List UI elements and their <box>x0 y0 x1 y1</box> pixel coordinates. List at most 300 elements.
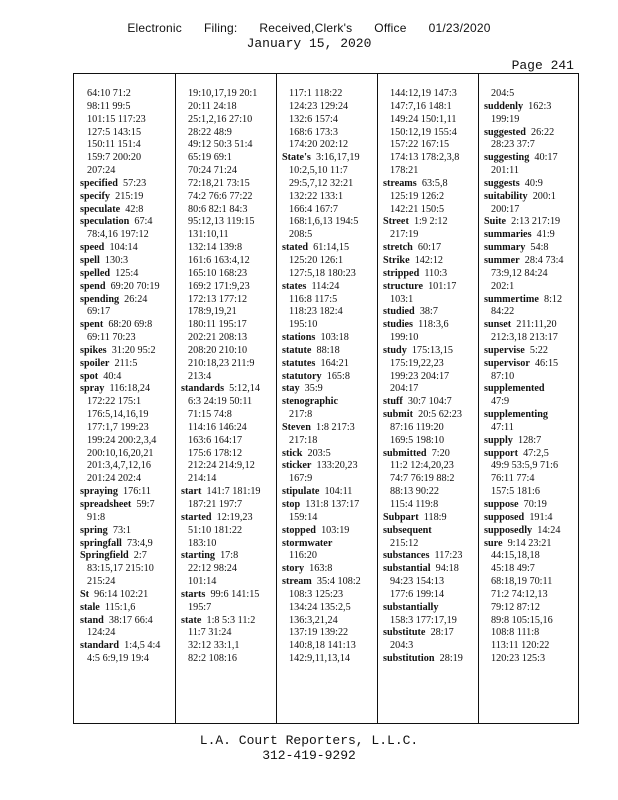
index-entry <box>80 615 172 628</box>
index-entry <box>80 371 172 384</box>
index-entry-continuation <box>484 422 576 435</box>
index-entry <box>80 281 172 294</box>
index-page-line-refs: 175:19,22,23 <box>390 357 444 369</box>
index-entry <box>383 242 475 255</box>
column-divider <box>377 74 378 723</box>
index-page-line-refs: 159:7 200:20 <box>87 152 142 164</box>
index-page-line-refs: 8:12 <box>543 293 563 305</box>
index-page-line-refs: 2:13 217:19 <box>511 216 561 228</box>
index-page-line-refs: 60:17 <box>417 242 442 254</box>
index-page-line-refs: 172:13 177:12 <box>188 293 248 305</box>
index-page-line-refs: 124:24 <box>87 627 116 639</box>
index-entry <box>181 512 273 525</box>
index-entry-continuation <box>181 409 273 422</box>
index-page-line-refs: 82:2 108:16 <box>188 653 237 665</box>
index-page-line-refs: 6:3 24:19 50:11 <box>188 396 253 408</box>
index-page-line-refs: 88:13 90:22 <box>390 486 439 498</box>
index-word: stated <box>282 242 309 254</box>
index-entry-continuation <box>181 229 273 242</box>
index-word: stations <box>282 332 316 344</box>
index-page-line-refs: 5:12,14 <box>229 383 260 395</box>
index-page-line-refs: 177:1,7 199:23 <box>87 421 149 433</box>
index-entry <box>383 448 475 461</box>
index-entry <box>181 383 273 396</box>
index-page-line-refs: 158:3 177:17,19 <box>390 614 457 626</box>
index-page-line-refs: 207:24 <box>87 165 116 177</box>
index-entry <box>383 396 475 409</box>
index-page-line-refs: 78:4,16 197:12 <box>87 229 149 241</box>
index-entry <box>282 242 374 255</box>
index-word: statutes <box>282 357 316 369</box>
index-word: subsequent <box>383 524 432 536</box>
index-entry <box>484 435 576 448</box>
index-page-line-refs: 163:8 <box>309 563 333 575</box>
index-page-line-refs: 94:18 <box>435 563 459 575</box>
index-entry-continuation <box>181 191 273 204</box>
index-entry-continuation <box>181 396 273 409</box>
index-page-line-refs: 41:9 <box>536 229 555 241</box>
index-word: stay <box>282 383 300 395</box>
index-entry-continuation <box>484 627 576 640</box>
index-page-line-refs: 51:10 181:22 <box>188 524 243 536</box>
index-entry-continuation <box>282 653 374 666</box>
index-entry-continuation <box>383 229 475 242</box>
index-entry-continuation <box>383 294 475 307</box>
index-page-line-refs: 29:5,7,12 32:21 <box>289 177 354 189</box>
index-page-line-refs: 74:2 76:6 77:22 <box>188 190 253 202</box>
index-entry-continuation <box>383 165 475 178</box>
index-entry-continuation <box>383 576 475 589</box>
index-word: specify <box>80 190 110 202</box>
index-entry-continuation <box>484 563 576 576</box>
index-page-line-refs: 88:18 <box>316 344 340 356</box>
index-word: stream <box>282 576 312 588</box>
index-page-line-refs: 168:6 173:3 <box>289 126 338 138</box>
index-page-line-refs: 30:7 104:7 <box>407 396 452 408</box>
index-page-line-refs: 35:9 <box>304 383 323 395</box>
index-entry <box>80 538 172 551</box>
index-word: studies <box>383 319 414 331</box>
index-entry <box>383 550 475 563</box>
index-entry <box>484 345 576 358</box>
index-page-line-refs: 118:23 182:4 <box>289 306 343 318</box>
index-word: supposed <box>484 511 525 523</box>
index-word: summaries <box>484 229 532 241</box>
word-index-box <box>73 73 579 724</box>
index-entry-continuation <box>484 396 576 409</box>
index-page-line-refs: 117:23 <box>434 550 463 562</box>
index-word: sticker <box>282 460 312 472</box>
index-page-line-refs: 1:8 217:3 <box>315 421 355 433</box>
index-page-line-refs: 174:13 178:2,3,8 <box>390 152 460 164</box>
index-page-line-refs: 67:4 <box>134 216 153 228</box>
index-page-line-refs: 26:24 <box>124 293 148 305</box>
index-page-line-refs: 99:6 141:15 <box>210 588 260 600</box>
index-entry-continuation <box>80 114 172 127</box>
index-entry-continuation <box>282 615 374 628</box>
index-page-line-refs: 116:8 117:5 <box>289 293 338 305</box>
index-word: stand <box>80 614 104 626</box>
index-entry <box>383 563 475 576</box>
index-entry <box>80 525 172 538</box>
index-entry-continuation <box>383 473 475 486</box>
index-page-line-refs: 47:11 <box>491 421 514 433</box>
index-entry-continuation <box>282 627 374 640</box>
index-word: stormwater <box>282 537 333 549</box>
index-entry-continuation <box>383 460 475 473</box>
index-entry-continuation <box>80 88 172 101</box>
index-page-line-refs: 49:9 53:5,9 71:6 <box>491 460 559 472</box>
index-entry <box>80 216 172 229</box>
index-page-line-refs: 10:2,5,10 11:7 <box>289 165 348 177</box>
index-entry <box>80 268 172 281</box>
index-page-line-refs: 98:11 99:5 <box>87 100 131 112</box>
index-entry <box>80 640 172 653</box>
index-entry-continuation <box>383 615 475 628</box>
index-page-line-refs: 32:12 33:1,1 <box>188 640 240 652</box>
index-page-line-refs: 31:20 95:2 <box>111 344 156 356</box>
index-entry-continuation <box>80 460 172 473</box>
index-page-line-refs: 131:10,11 <box>188 229 229 241</box>
index-page-line-refs: 142:9,11,13,14 <box>289 653 351 665</box>
index-page-line-refs: 183:10 <box>188 537 217 549</box>
index-word: spikes <box>80 344 107 356</box>
index-entry-continuation <box>181 345 273 358</box>
index-page-line-refs: 40:17 <box>534 152 558 164</box>
index-word: statute <box>282 344 312 356</box>
index-page-line-refs: 217:18 <box>289 434 318 446</box>
index-entry-continuation <box>383 88 475 101</box>
index-page-line-refs: 212:24 214:9,12 <box>188 460 255 472</box>
index-entry-continuation <box>484 602 576 615</box>
index-page-line-refs: 103:18 <box>320 332 349 344</box>
index-page-line-refs: 187:21 197:7 <box>188 499 243 510</box>
index-entry <box>282 396 374 409</box>
index-page-line-refs: 3:16,17,19 <box>315 152 360 164</box>
index-entry-continuation <box>383 204 475 217</box>
index-word: suggests <box>484 177 520 189</box>
index-entry-continuation <box>181 448 273 461</box>
index-entry <box>80 589 172 602</box>
index-page-line-refs: 130:3 <box>104 254 129 266</box>
index-page-line-refs: 199:19 <box>491 113 520 125</box>
index-entry <box>282 422 374 435</box>
index-entry-continuation <box>282 139 374 152</box>
index-page-line-refs: 150:11 151:4 <box>87 139 141 151</box>
index-page-line-refs: 14:24 <box>537 524 561 536</box>
index-page-line-refs: 201:11 <box>491 165 519 177</box>
index-entry-continuation <box>383 127 475 140</box>
index-entry <box>80 383 172 396</box>
index-page-line-refs: 199:10 <box>390 332 419 344</box>
index-page-line-refs: 20:11 24:18 <box>188 100 237 112</box>
efiling-word-office: Office <box>374 21 407 35</box>
index-entry <box>282 332 374 345</box>
index-entry-continuation <box>181 525 273 538</box>
index-page-line-refs: 215:19 <box>115 190 144 202</box>
index-entry-continuation <box>282 268 374 281</box>
index-entry-continuation <box>282 294 374 307</box>
index-page-line-refs: 69:11 70:23 <box>87 332 136 344</box>
index-entry-continuation <box>383 640 475 653</box>
index-page-line-refs: 108:3 125:23 <box>289 588 344 600</box>
index-page-line-refs: 175:6 178:12 <box>188 447 243 459</box>
index-entry-continuation <box>80 165 172 178</box>
index-entry-continuation <box>181 268 273 281</box>
index-page-line-refs: 204:3 <box>390 640 414 652</box>
index-word: St <box>80 588 90 600</box>
index-entry-continuation <box>282 165 374 178</box>
index-entry-continuation <box>181 127 273 140</box>
index-page-line-refs: 201:3,4,7,12,16 <box>87 460 151 472</box>
index-page-line-refs: 110:3 <box>424 267 448 279</box>
index-entry-continuation <box>282 204 374 217</box>
index-page-line-refs: 169:5 198:10 <box>390 434 445 446</box>
index-entry <box>383 216 475 229</box>
index-word: specified <box>80 177 118 189</box>
index-word: submitted <box>383 447 427 459</box>
index-entry <box>181 589 273 602</box>
index-page-line-refs: 132:6 157:4 <box>289 113 338 125</box>
index-entry <box>484 538 576 551</box>
index-entry-continuation <box>383 371 475 384</box>
index-page-line-refs: 208:20 210:10 <box>188 344 248 356</box>
index-page-line-refs: 103:19 <box>321 524 350 536</box>
index-entry-continuation <box>181 358 273 371</box>
index-page-line-refs: 101:15 117:23 <box>87 113 146 125</box>
index-word: spot <box>80 370 99 382</box>
index-word: spelled <box>80 267 111 279</box>
index-word: spoiler <box>80 357 110 369</box>
index-page-line-refs: 116:20 <box>289 550 317 562</box>
index-page-line-refs: 142:21 150:5 <box>390 203 445 215</box>
index-entry <box>282 281 374 294</box>
index-entry <box>282 538 374 551</box>
index-page-line-refs: 125:4 <box>115 267 139 279</box>
index-entry-continuation <box>181 319 273 332</box>
index-page-line-refs: 69:17 <box>87 306 111 318</box>
index-word: start <box>181 486 202 498</box>
index-page-line-refs: 1:4,5 4:4 <box>124 640 161 652</box>
index-word: suppose <box>484 499 519 510</box>
index-entry-continuation <box>181 114 273 127</box>
index-word: substances <box>383 550 430 562</box>
index-entry-continuation <box>282 88 374 101</box>
index-page-line-refs: 114:16 146:24 <box>188 421 247 433</box>
index-entry <box>80 550 172 563</box>
index-page-line-refs: 63:5,8 <box>421 177 448 189</box>
index-column-5 <box>484 88 576 666</box>
index-page-line-refs: 71:2 74:12,13 <box>491 588 548 600</box>
index-page-line-refs: 115:1,6 <box>104 601 136 613</box>
index-page-line-refs: 1:9 2:12 <box>413 216 448 228</box>
index-entry-continuation <box>383 486 475 499</box>
index-word: stretch <box>383 242 413 254</box>
index-word: State's <box>282 152 311 164</box>
index-page-line-refs: 114:24 <box>311 280 340 292</box>
index-entry <box>181 486 273 499</box>
column-divider <box>175 74 176 723</box>
index-page-line-refs: 136:3,21,24 <box>289 614 338 626</box>
index-entry <box>484 512 576 525</box>
index-word: speed <box>80 242 105 254</box>
index-entry-continuation <box>181 306 273 319</box>
index-entry-continuation <box>282 229 374 242</box>
index-entry-continuation <box>181 255 273 268</box>
index-word: stripped <box>383 267 420 279</box>
index-page-line-refs: 203:5 <box>307 447 331 459</box>
index-page-line-refs: 204:17 <box>390 383 419 395</box>
index-entry <box>282 563 374 576</box>
index-word: substitute <box>383 627 426 639</box>
index-word: stick <box>282 447 303 459</box>
index-page-line-refs: 70:24 71:24 <box>188 165 237 177</box>
index-entry <box>80 294 172 307</box>
index-page-line-refs: 118:3,6 <box>418 319 449 331</box>
index-entry-continuation <box>181 371 273 384</box>
index-entry-continuation <box>484 615 576 628</box>
index-page-line-refs: 44:15,18,18 <box>491 550 540 562</box>
index-entry-continuation <box>80 576 172 589</box>
index-entry-continuation <box>181 422 273 435</box>
index-entry-continuation <box>383 589 475 602</box>
index-word: starts <box>181 588 206 600</box>
index-entry-continuation <box>282 101 374 114</box>
index-entry-continuation <box>282 255 374 268</box>
index-page-line-refs: 12:19,23 <box>216 511 253 523</box>
index-entry-continuation <box>80 396 172 409</box>
index-entry <box>383 602 475 615</box>
index-page-line-refs: 47:9 <box>491 396 510 408</box>
index-page-line-refs: 176:11 <box>123 486 151 498</box>
index-page-line-refs: 80:6 82:1 84:3 <box>188 203 248 215</box>
index-entry-continuation <box>383 139 475 152</box>
index-entry-continuation <box>80 653 172 666</box>
index-word: structure <box>383 280 423 292</box>
index-page-line-refs: 163:6 164:17 <box>188 434 243 446</box>
index-entry <box>282 448 374 461</box>
index-entry-continuation <box>181 499 273 512</box>
index-word: standards <box>181 383 225 395</box>
index-page-line-refs: 178:21 <box>390 165 419 177</box>
index-entry-continuation <box>181 332 273 345</box>
index-word: suggested <box>484 126 526 138</box>
index-entry <box>282 486 374 499</box>
index-word: state <box>181 614 202 626</box>
index-page-line-refs: 2:7 <box>133 550 147 562</box>
index-page-line-refs: 70:19 <box>523 499 547 510</box>
index-entry-continuation <box>383 191 475 204</box>
index-word: speculate <box>80 203 121 215</box>
index-page-line-refs: 169:2 171:9,23 <box>188 280 250 292</box>
index-word: spending <box>80 293 120 305</box>
index-page-line-refs: 87:16 119:20 <box>390 421 444 433</box>
index-page-line-refs: 117:1 118:22 <box>289 88 343 99</box>
index-entry <box>282 345 374 358</box>
index-entry-continuation <box>282 435 374 448</box>
index-word: stuff <box>383 396 403 408</box>
index-page-line-refs: 159:14 <box>289 511 318 523</box>
index-page-line-refs: 162:3 <box>528 100 552 112</box>
index-entry <box>80 178 172 191</box>
index-page-line-refs: 215:24 <box>87 576 116 588</box>
index-page-line-refs: 113:11 120:22 <box>491 640 550 652</box>
index-page-line-refs: 131:8 137:17 <box>305 499 360 510</box>
index-entry <box>383 512 475 525</box>
index-page-line-refs: 202:1 <box>491 280 515 292</box>
efiling-date: 01/23/2020 <box>428 21 491 35</box>
index-page-line-refs: 215:12 <box>390 537 419 549</box>
index-word: Springfield <box>80 550 129 562</box>
index-entry <box>80 319 172 332</box>
index-entry-continuation <box>383 538 475 551</box>
column-divider <box>478 74 479 723</box>
index-entry-continuation <box>80 101 172 114</box>
index-word: statutory <box>282 370 322 382</box>
index-entry-continuation <box>484 204 576 217</box>
index-page-line-refs: 147:7,16 148:1 <box>390 100 452 112</box>
index-entry <box>80 358 172 371</box>
index-word: substantial <box>383 563 431 575</box>
index-entry-continuation <box>484 306 576 319</box>
index-page-line-refs: 200:17 <box>491 203 520 215</box>
efiling-word-received: Received,Clerk's <box>259 21 353 35</box>
index-entry <box>484 383 576 396</box>
index-page-line-refs: 200:1 <box>532 190 556 202</box>
index-entry-continuation <box>181 627 273 640</box>
index-entry <box>484 294 576 307</box>
index-page-line-refs: 101:17 <box>428 280 457 292</box>
index-entry-continuation <box>484 281 576 294</box>
index-page-line-refs: 167:9 <box>289 473 313 485</box>
index-page-line-refs: 103:1 <box>390 293 414 305</box>
index-page-line-refs: 212:3,18 213:17 <box>491 332 558 344</box>
index-page-line-refs: 104:14 <box>109 242 138 254</box>
index-entry <box>181 615 273 628</box>
index-entry <box>484 242 576 255</box>
index-page-line-refs: 59:7 <box>136 499 155 510</box>
index-entry <box>80 345 172 358</box>
index-word: substantially <box>383 601 439 613</box>
index-entry-continuation <box>181 152 273 165</box>
index-page-line-refs: 28:22 48:9 <box>188 126 232 138</box>
reporter-name: L.A. Court Reporters, L.L.C. <box>199 733 419 748</box>
index-page-line-refs: 174:20 202:12 <box>289 139 349 151</box>
index-entry-continuation <box>484 88 576 101</box>
index-page-line-refs: 125:19 126:2 <box>390 190 445 202</box>
index-word: stipulate <box>282 486 320 498</box>
index-entry-continuation <box>181 538 273 551</box>
index-entry-continuation <box>383 101 475 114</box>
index-entry-continuation <box>80 152 172 165</box>
index-entry-continuation <box>383 422 475 435</box>
index-page-line-refs: 127:5,18 180:23 <box>289 267 356 279</box>
efiling-word-filing: Filing: <box>204 21 238 35</box>
index-entry <box>484 101 576 114</box>
index-entry <box>80 486 172 499</box>
index-entry-continuation <box>282 306 374 319</box>
index-page-line-refs: 128:7 <box>517 434 542 446</box>
index-entry-continuation <box>181 204 273 217</box>
index-page-line-refs: 65:19 69:1 <box>188 152 232 164</box>
index-entry <box>484 255 576 268</box>
index-entry-continuation <box>484 460 576 473</box>
index-entry <box>383 268 475 281</box>
index-page-line-refs: 40:9 <box>524 177 543 189</box>
index-entry-continuation <box>383 358 475 371</box>
index-entry-continuation <box>181 653 273 666</box>
index-entry-continuation <box>80 127 172 140</box>
